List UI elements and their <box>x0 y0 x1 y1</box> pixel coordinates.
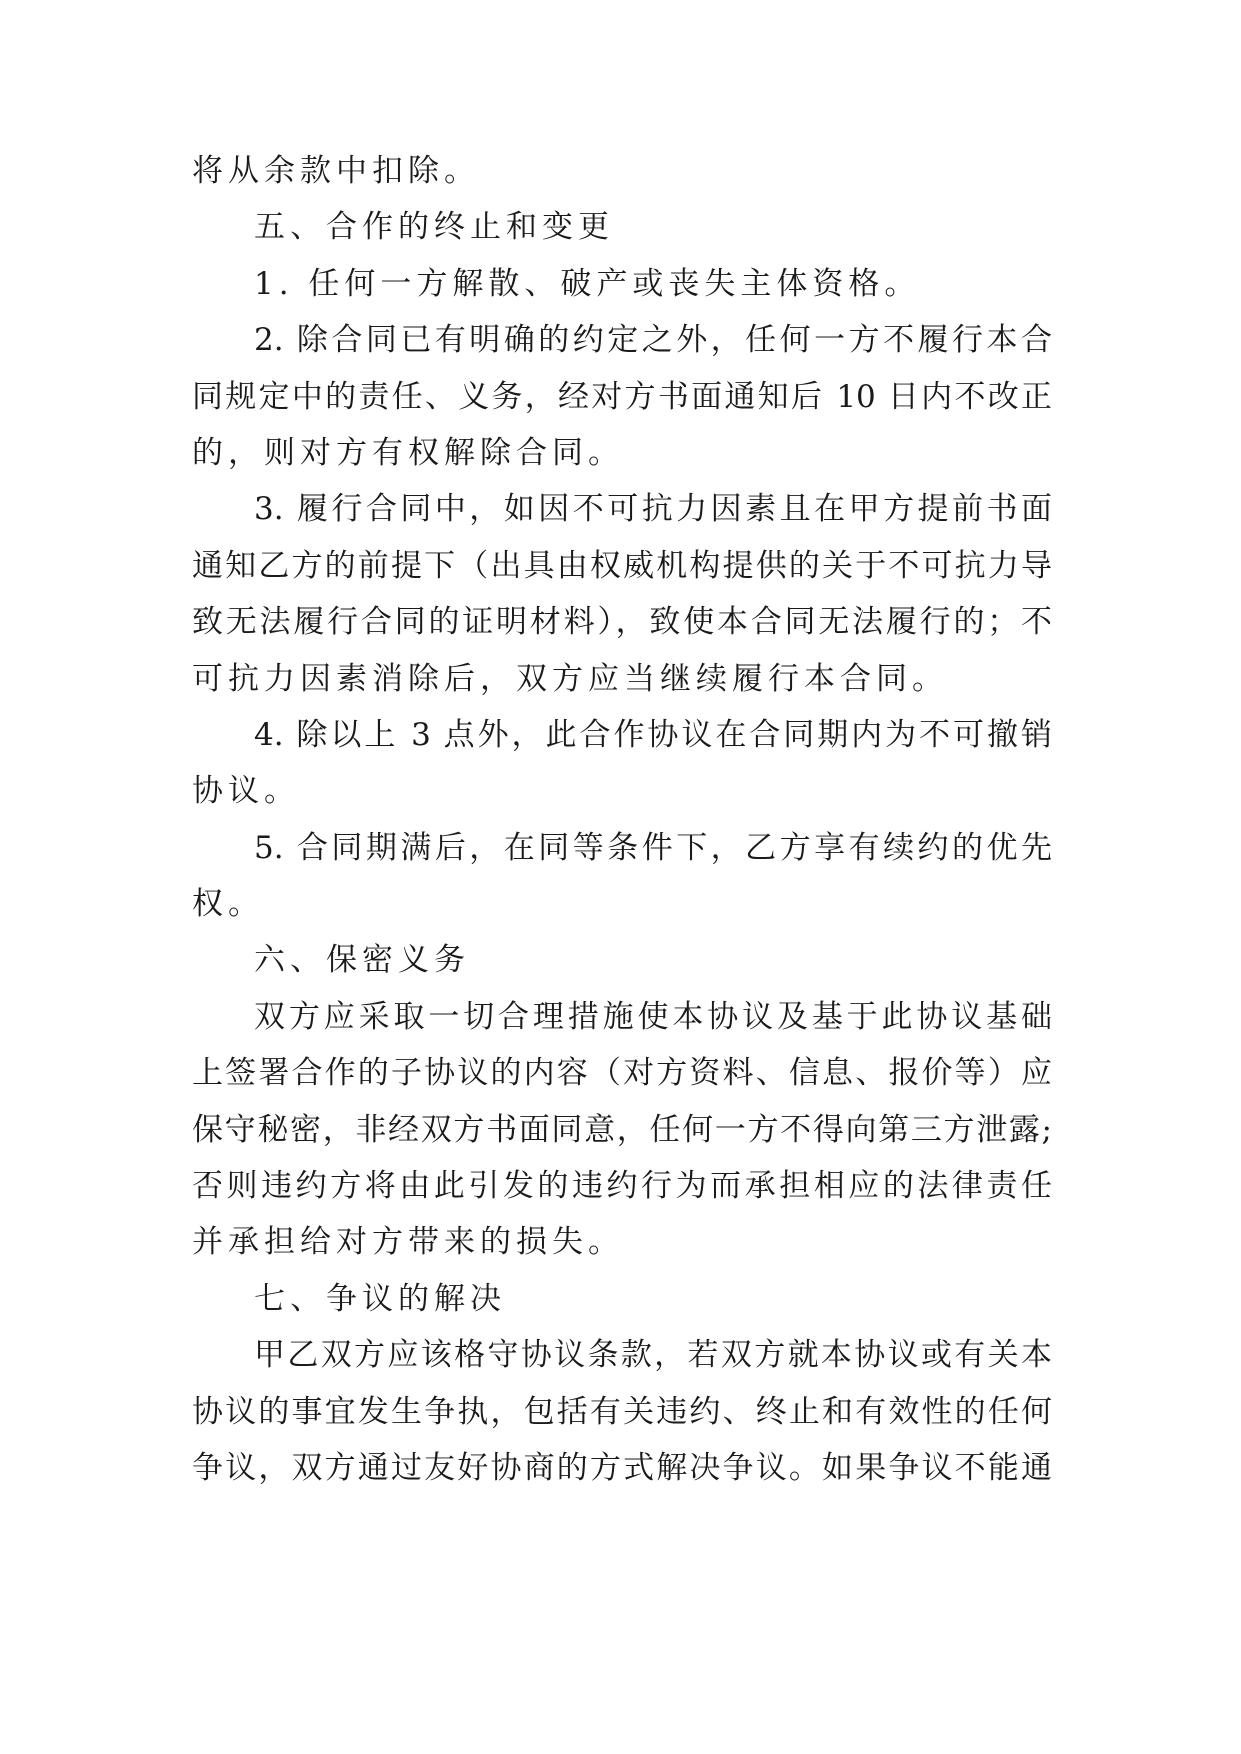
text-line: 5. 合同期满后，在同等条件下，乙方享有续约的优先 <box>254 830 1052 866</box>
text-line: 保守秘密，非经双方书面同意，任何一方不得向第三方泄露; <box>192 1112 1052 1148</box>
text-line: 3. 履行合同中，如因不可抗力因素且在甲方提前书面 <box>254 491 1052 527</box>
text-line: 致无法履行合同的证明材料），致使本合同无法履行的；不 <box>192 604 1052 640</box>
text-line: 权。 <box>192 886 264 922</box>
text-line: 可抗力因素消除后，双方应当继续履行本合同。 <box>192 661 948 697</box>
text-line: 将从余款中扣除。 <box>192 153 480 189</box>
text-line: 双方应采取一切合理措施使本协议及基于此协议基础 <box>254 999 1052 1035</box>
text-line: 2. 除合同已有明确的约定之外，任何一方不履行本合 <box>254 322 1052 358</box>
text-line: 通知乙方的前提下（出具由权威机构提供的关于不可抗力导 <box>192 548 1052 584</box>
text-line: 并承担给对方带来的损失。 <box>192 1224 624 1260</box>
text-line: 协议的事宜发生争执，包括有关违约、终止和有效性的任何 <box>192 1394 1052 1430</box>
text-line: 协议。 <box>192 773 300 809</box>
text-line: 的，则对方有权解除合同。 <box>192 435 624 471</box>
text-line: 4. 除以上 3 点外，此合作协议在合同期内为不可撤销 <box>254 717 1052 753</box>
section-heading: 五、合作的终止和变更 <box>254 209 614 245</box>
text-line: 上签署合作的子协议的内容（对方资料、信息、报价等）应 <box>192 1055 1052 1091</box>
text-line: 1. 任何一方解散、破产或丧失主体资格。 <box>254 266 921 302</box>
text-line: 甲乙双方应该格守协议条款，若双方就本协议或有关本 <box>254 1337 1052 1373</box>
text-line: 否则违约方将由此引发的违约行为而承担相应的法律责任 <box>192 1168 1052 1204</box>
section-heading: 七、争议的解决 <box>254 1281 506 1317</box>
section-heading: 六、保密义务 <box>254 942 470 978</box>
text-line: 争议，双方通过友好协商的方式解决争议。如果争议不能通 <box>192 1450 1052 1486</box>
text-line: 同规定中的责任、义务，经对方书面通知后 10 日内不改正 <box>192 379 1052 415</box>
